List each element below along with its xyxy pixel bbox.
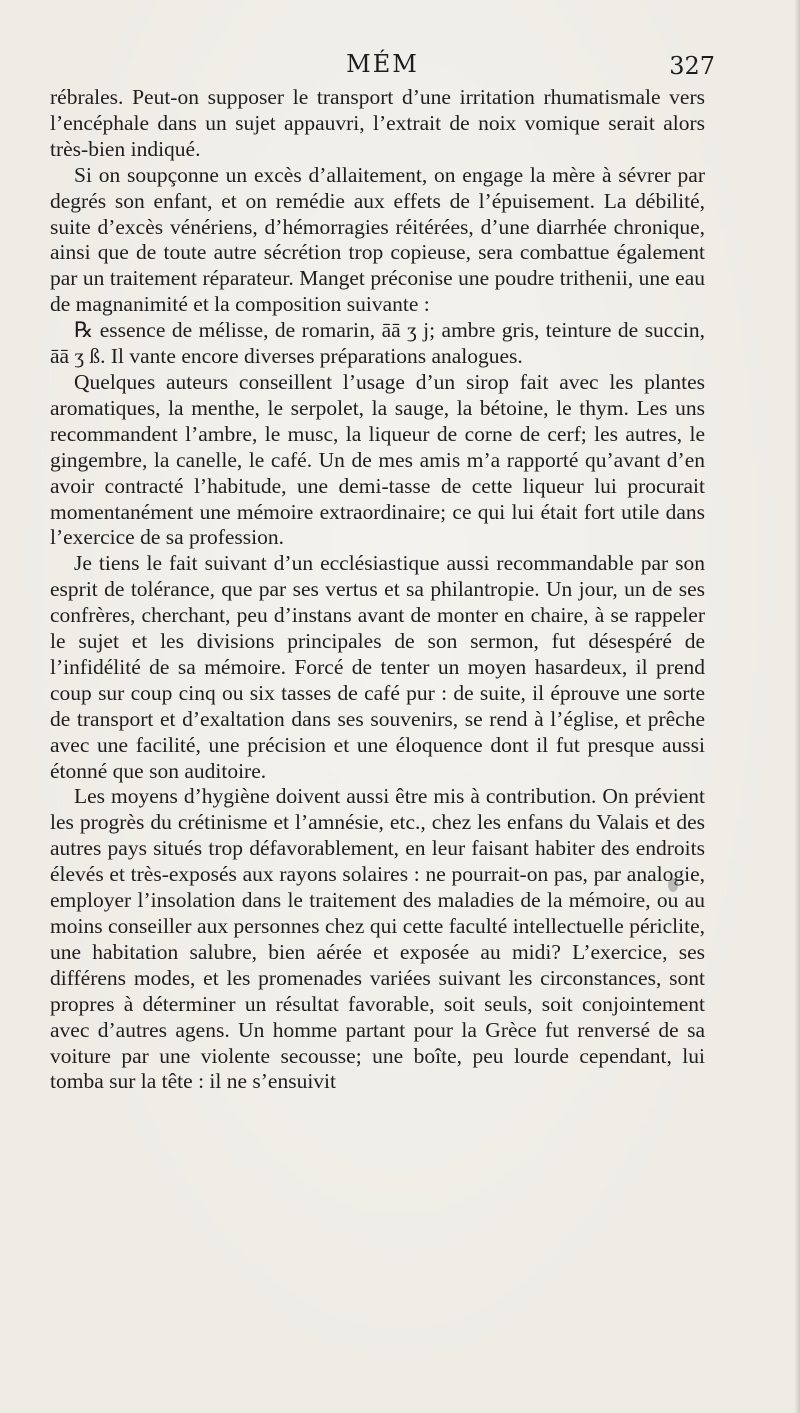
paragraph: Si on soupçonne un excès d’allaitement, on engage la mère à sévrer par degrés son enfant, et on remédie aux effets de l’épuisement. La débilité, suite d’excès vénériens, d’hémorragies réitérées, d’une diarrhée chronique, ainsi que de toute autre sécrétion trop copieuse, sera combattue également par un traitement réparateur. Manget préconise une poudre trithenii, une eau de magnanimité et la composition suivante : [50,162,705,317]
running-head: MÉM [346,50,419,78]
page-header [50,50,715,84]
page-number: 327 [669,52,715,80]
paragraph: Quelques auteurs conseillent l’usage d’un sirop fait avec les plantes aromatiques, la menthe, le serpolet, la sauge, la bétoine, le thym. Les uns recommandent l’ambre, le musc, la liqueur de corne de cerf; les autres, le gingembre, la canelle, le café. Un de mes amis m’a rapporté qu’avant d’en avoir contracté l’habitude, une demi-tasse de cette liqueur lui procurait momentanément une mémoire extraordinaire; ce qui lui était fort utile dans l’exercice de sa profession. [50,369,705,550]
paper-speck [668,878,678,892]
paragraph: Je tiens le fait suivant d’un ecclésiastique aussi recommandable par son esprit de tolérance, que par ses vertus et sa philantropie. Un jour, un de ses confrères, cherchant, peu d’instans avant de monter en chaire, à se rappeler le sujet et les divisions principales de son sermon, fut désespéré de l’infidélité de sa mémoire. Forcé de tenter un moyen hasardeux, il prend coup sur coup cinq ou six tasses de café pur : de suite, il éprouve une sorte de transport et d’exaltation dans ses souvenirs, se rend à l’église, et prêche avec une facilité, une précision et une éloquence dont il fut presque aussi étonné que son auditoire. [50,551,705,783]
body-text [50,85,705,1095]
prescription-paragraph: ℞ essence de mélisse, de romarin, āā ʒ j; ambre gris, teinture de succin, āā ʒ ß. Il vante encore diverses préparations analogues. [50,318,705,369]
paragraph: rébrales. Peut-on supposer le transport d’une irritation rhumatismale vers l’encéphale dans un sujet appauvri, l’extrait de noix vomique serait alors très-bien indiqué. [50,85,705,161]
paragraph: Les moyens d’hygiène doivent aussi être mis à contribution. On prévient les progrès du crétinisme et l’amnésie, etc., chez les enfans du Valais et des autres pays situés trop défavorablement, en leur faisant habiter des endroits élevés et très-exposés aux rayons solaires : ne pourrait-on pas, par analogie, employer l’insolation dans le traitement des maladies de la mémoire, ou au moins conseiller aux personnes chez qui cette faculté intellectuelle périclite, une habitation salubre, bien aérée et exposée au midi? L’exercice, ses différens modes, et les promenades variées suivant les circonstances, sont propres à déterminer un résultat favorable, soit seuls, soit conjointement avec d’autres agens. Un homme partant pour la Grèce fut renversé de sa voiture par une violente secousse; une boîte, peu lourde cependant, lui tomba sur la tête : il ne s’ensuivit [50,784,705,1094]
page-edge-shadow [794,0,800,1413]
